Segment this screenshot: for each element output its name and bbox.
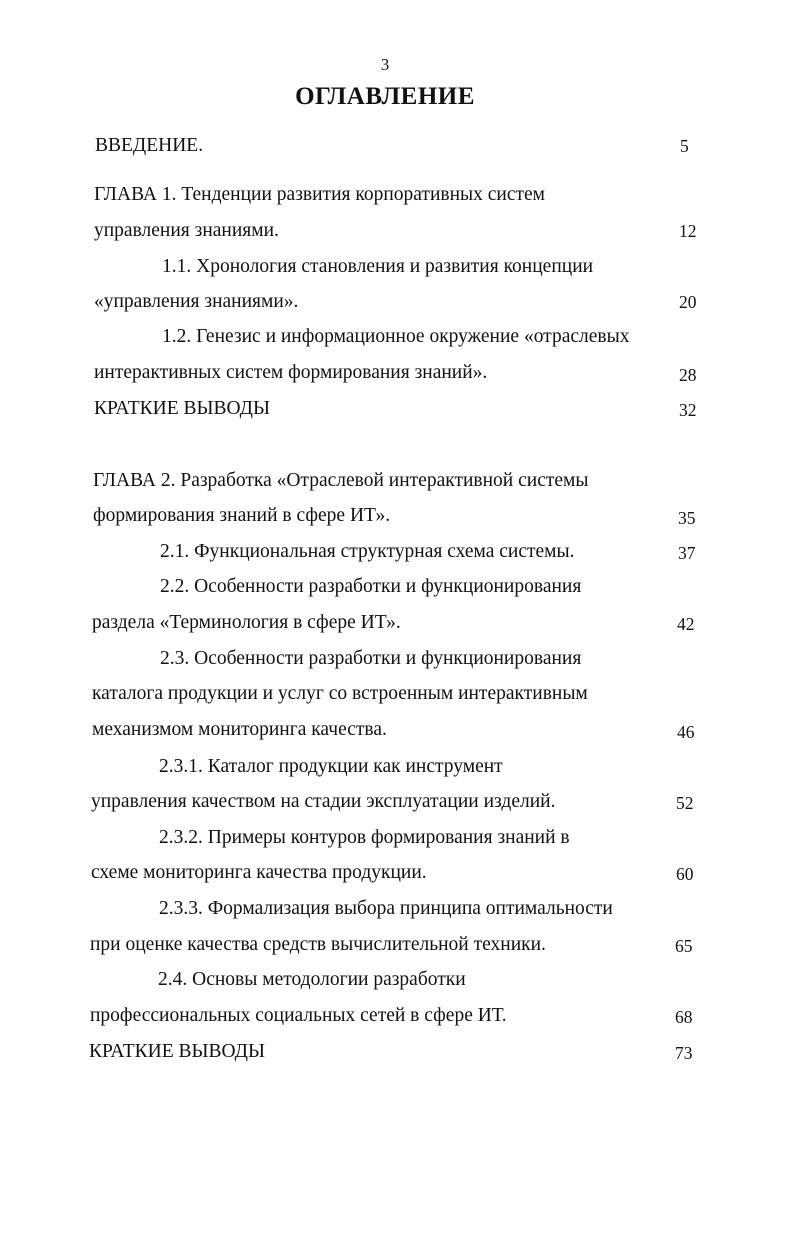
toc-entry-text: каталога продукции и услуг со встроенным интерактивным — [92, 683, 588, 704]
toc-page-number: 73 — [675, 1043, 693, 1063]
toc-entry-text: 2.3.2. Примеры контуров формирования знаний в — [159, 827, 570, 848]
toc-page-number: 42 — [677, 614, 695, 634]
toc-page-number: 65 — [675, 936, 693, 956]
toc-entry-text: 2.3.3. Формализация выбора принципа оптимальности — [159, 898, 613, 919]
toc-page-number: 52 — [676, 793, 694, 813]
toc-page-number: 68 — [675, 1007, 693, 1027]
toc-entry-text: механизмом мониторинга качества. — [92, 719, 387, 740]
toc-page-number: 12 — [679, 221, 697, 241]
toc-entry-text: ВВЕДЕНИЕ. — [95, 135, 204, 156]
page-number: 3 — [380, 55, 390, 74]
toc-entry-text: 2.3. Особенности разработки и функционирования — [160, 648, 582, 669]
toc-entry-text: при оценке качества средств вычислительной техники. — [90, 934, 546, 955]
toc-page-number: 28 — [679, 365, 697, 385]
toc-entry-text: интерактивных систем формирования знаний». — [94, 362, 488, 383]
toc-entry-text: профессиональных социальных сетей в сфере ИТ. — [90, 1005, 507, 1026]
toc-entry-text: КРАТКИЕ ВЫВОДЫ — [89, 1041, 265, 1062]
toc-entry-text: ГЛАВА 2. Разработка «Отраслевой интерактивной системы — [93, 470, 589, 491]
toc-entry-text: управления знаниями. — [94, 220, 279, 241]
toc-entry-text: управления качеством на стадии эксплуатации изделий. — [91, 791, 556, 812]
toc-entry-text: формирования знаний в сфере ИТ». — [93, 505, 391, 526]
toc-entry-text: 2.2. Особенности разработки и функционирования — [160, 576, 582, 597]
toc-entry-text: 2.4. Основы методологии разработки — [158, 969, 466, 990]
toc-entry-text: КРАТКИЕ ВЫВОДЫ — [94, 398, 270, 419]
toc-entry-text: схеме мониторинга качества продукции. — [91, 862, 427, 883]
toc-entry-text: 2.3.1. Каталог продукции как инструмент — [159, 756, 503, 777]
toc-page-number: 46 — [677, 722, 695, 742]
toc-page-number: 20 — [679, 292, 697, 312]
toc-page-number: 35 — [678, 508, 696, 528]
toc-page-number: 60 — [676, 864, 694, 884]
toc-entry-text: ГЛАВА 1. Тенденции развития корпоративных систем — [94, 184, 546, 205]
toc-entry-text: 1.2. Генезис и информационное окружение «отраслевых — [162, 326, 630, 347]
toc-page-number: 5 — [680, 136, 689, 156]
toc-page-number: 32 — [679, 400, 697, 420]
toc-page-number: 37 — [678, 543, 696, 563]
toc-entry-text: 2.1. Функциональная структурная схема системы. — [160, 541, 575, 562]
page-title: ОГЛАВЛЕНИЕ — [295, 83, 475, 110]
toc-entry-text: «управления знаниями». — [94, 291, 299, 312]
toc-entry-text: 1.1. Хронология становления и развития концепции — [162, 256, 594, 277]
toc-entry-text: раздела «Терминология в сфере ИТ». — [92, 612, 401, 633]
